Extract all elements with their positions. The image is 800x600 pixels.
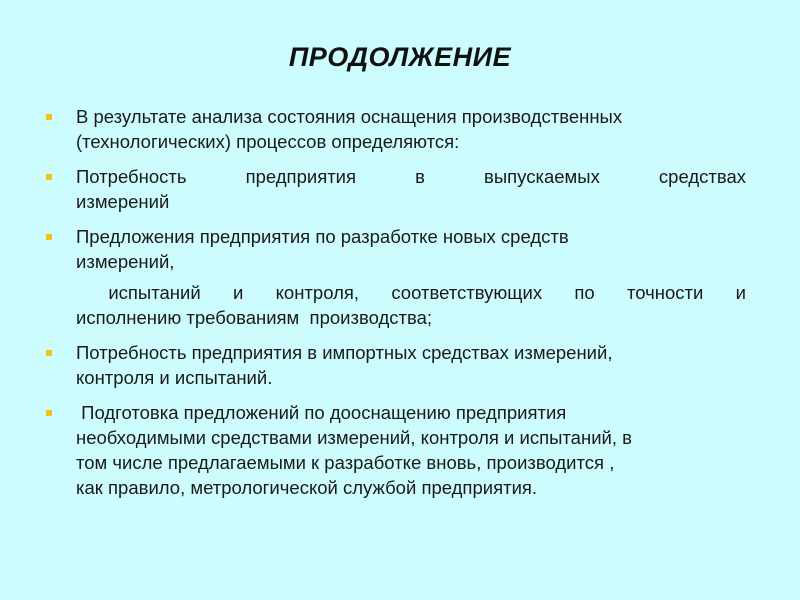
square-bullet-icon xyxy=(46,234,52,240)
list-item xyxy=(46,400,746,500)
list-item-line: Предложения предприятия по разработке новых средств xyxy=(76,226,569,247)
list-item-line: как правило, метрологической службой предприятия. xyxy=(76,477,538,498)
list-item-line: контроля и испытаний. xyxy=(76,367,273,388)
square-bullet-icon xyxy=(46,350,52,356)
list-item-line: Потребность предприятия в выпускаемых средствах xyxy=(76,166,746,187)
slide-title: ПРОДОЛЖЕНИЕ xyxy=(288,42,512,72)
list-item-line: испытаний и контроля, соответствующих по точности и xyxy=(76,282,747,303)
square-bullet-icon xyxy=(46,114,52,120)
list-item xyxy=(46,340,746,390)
list-item xyxy=(46,164,746,214)
bullet-list xyxy=(46,104,746,510)
list-item xyxy=(46,104,746,154)
list-item-continuation xyxy=(46,280,746,330)
list-item-line: Подготовка предложений по дооснащению предприятия xyxy=(76,402,567,423)
list-item xyxy=(46,224,746,274)
square-bullet-icon xyxy=(46,410,52,416)
list-item-line: (технологических) процессов определяются: xyxy=(76,131,460,152)
list-item-line: измерений xyxy=(76,191,170,212)
square-bullet-icon xyxy=(46,174,52,180)
list-item-line: измерений, xyxy=(76,251,175,272)
list-item-line: Потребность предприятия в импортных средствах измерений, xyxy=(76,342,613,363)
list-item-line: В результате анализа состояния оснащения производственных xyxy=(76,106,623,127)
list-item-line: исполнению требованиям производства; xyxy=(76,307,433,328)
list-item-line: необходимыми средствами измерений, контроля и испытаний, в xyxy=(76,427,632,448)
list-item-line: том числе предлагаемыми к разработке вновь, производится , xyxy=(76,452,615,473)
